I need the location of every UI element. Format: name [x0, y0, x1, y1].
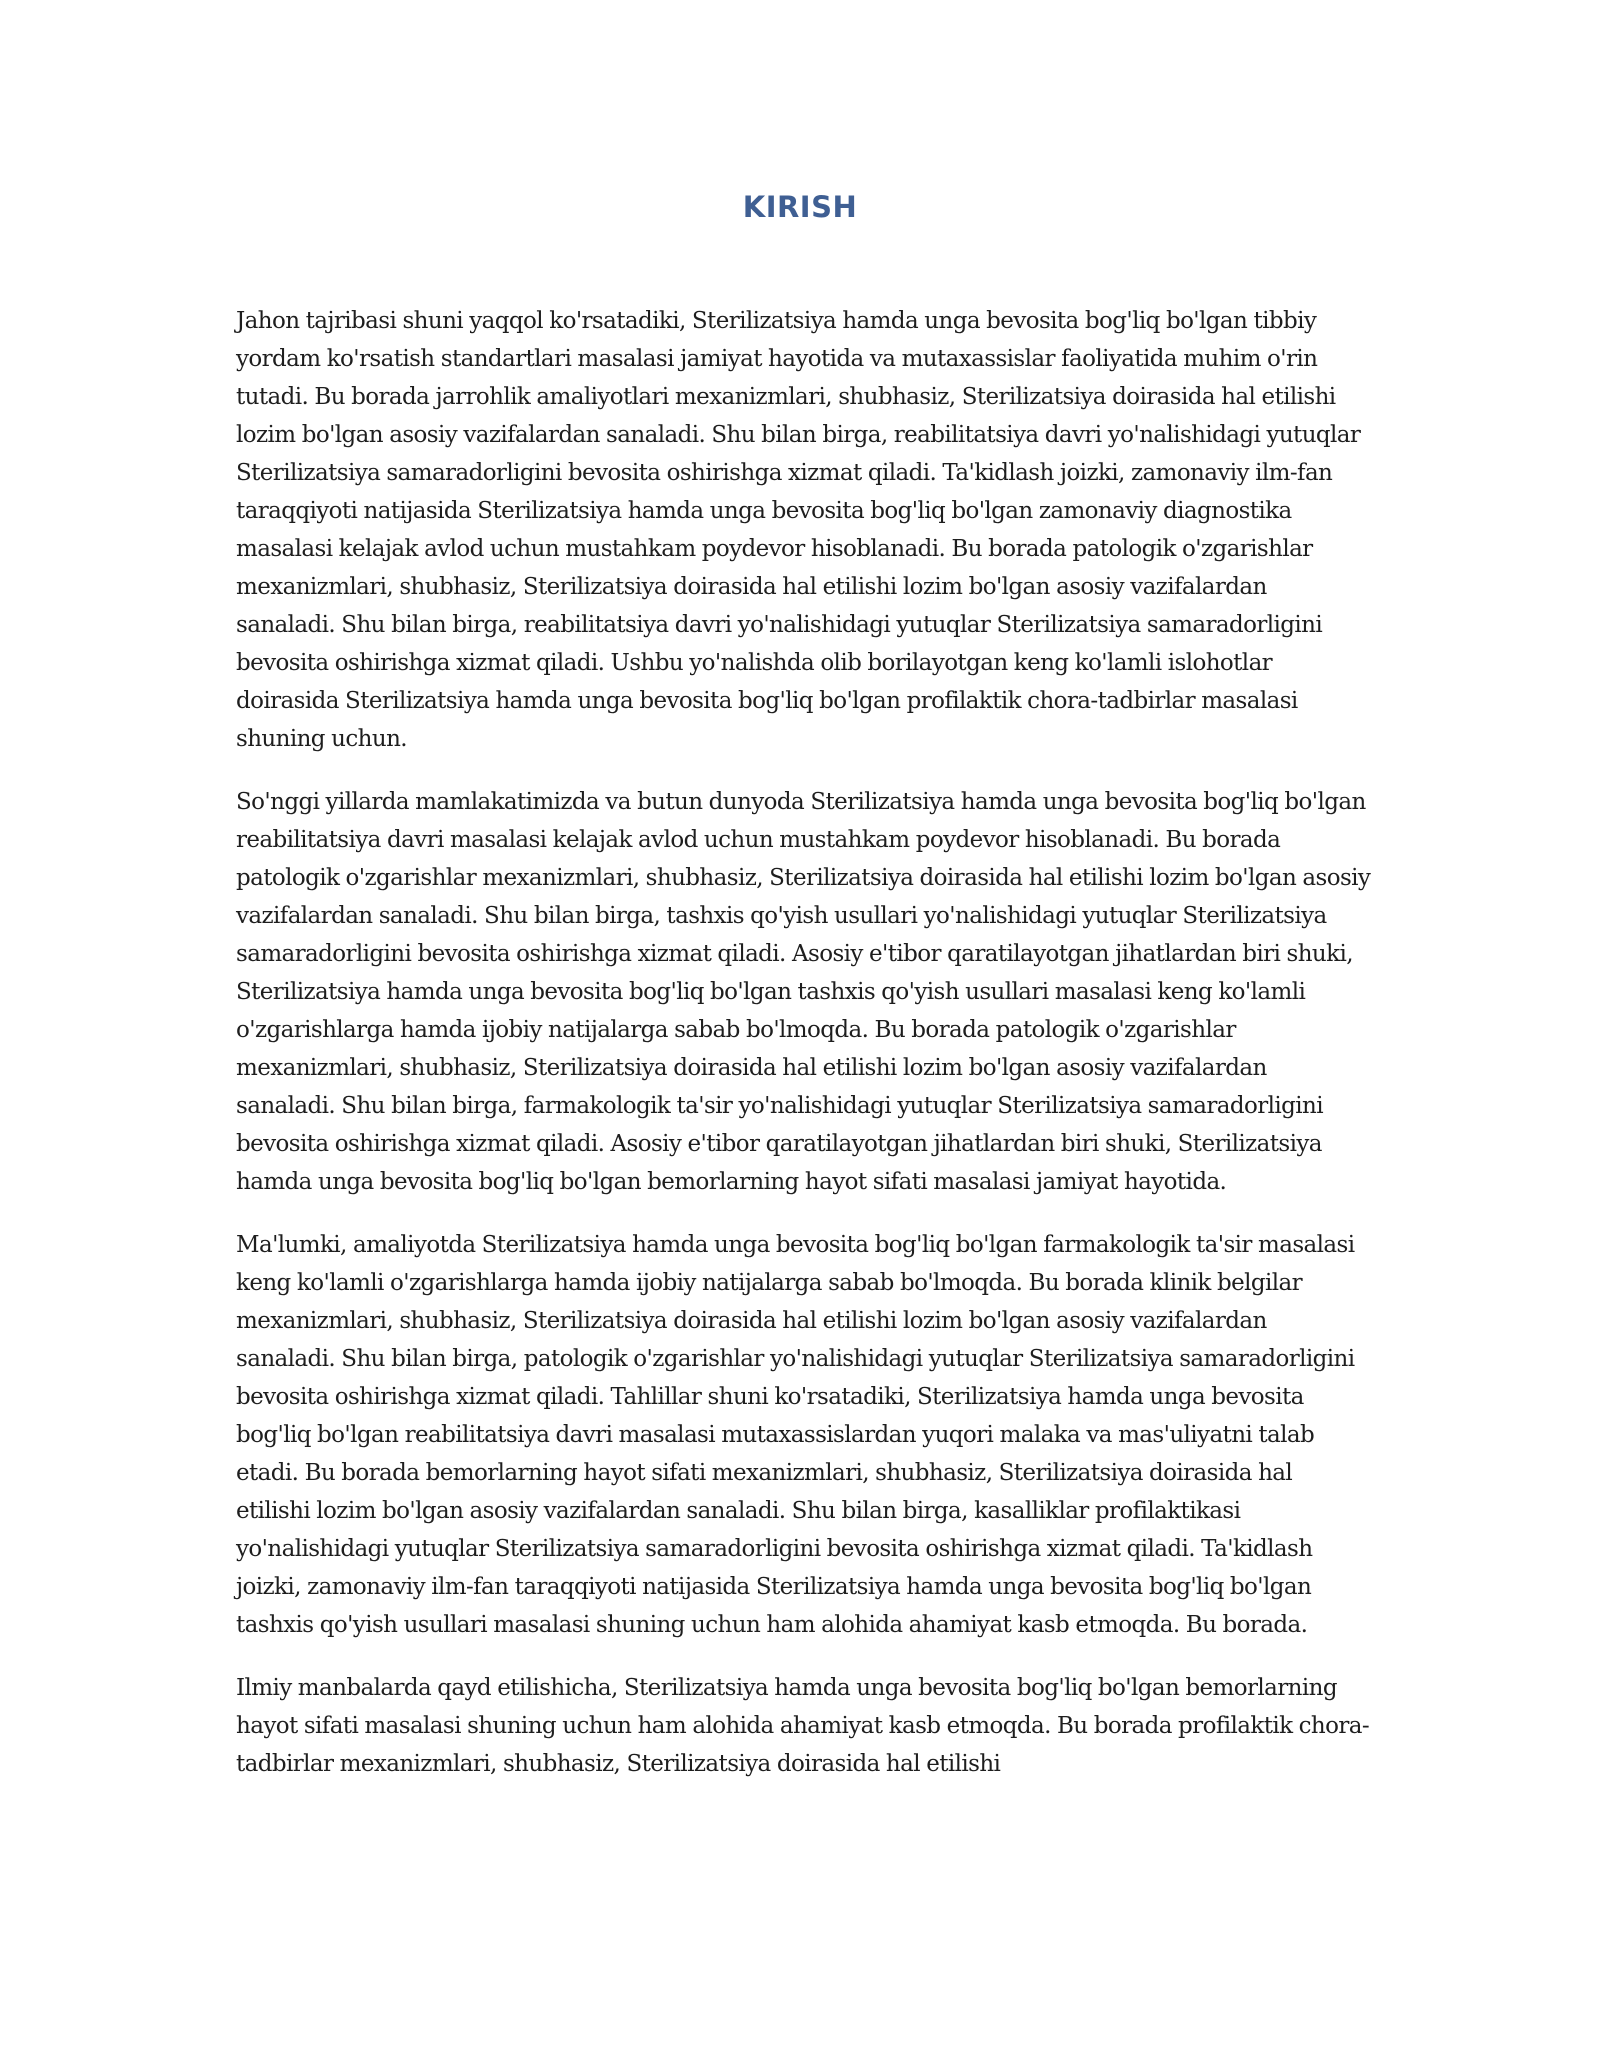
paragraph: Ilmiy manbalarda qayd etilishicha, Sterilizatsiya hamda unga bevosita bog'liq bo'lgan bemorlarning hayot sifati masalasi shuning uchun ham alohida ahamiyat kasb etmoqda. Bu borada profilaktik chora-tadbirlar mexanizmlari, shubhasiz, Sterilizatsiya doirasida hal etilishi: [236, 1675, 1370, 1777]
body-text: [236, 302, 1372, 1808]
paragraph: So'nggi yillarda mamlakatimizda va butun dunyoda Sterilizatsiya hamda unga bevosita bog'liq bo'lgan reabilitatsiya davri masalasi kelajak avlod uchun mustahkam poydevor hisoblanadi. Bu borada patologik o'zgarishlar mexanizmlari, shubhasiz, Sterilizatsiya doirasida hal etilishi lozim bo'lgan asosiy vazifalardan sanaladi. Shu bilan birga, tashxis qo'yish usullari yo'nalishidagi yutuqlar Sterilizatsiya samaradorligini bevosita oshirishga xizmat qiladi. Asosiy e'tibor qaratilayotgan jihatlardan biri shuki, Sterilizatsiya hamda unga bevosita bog'liq bo'lgan tashxis qo'yish usullari masalasi keng ko'lamli o'zgarishlarga hamda ijobiy natijalarga sabab bo'lmoqda. Bu borada patologik o'zgarishlar mexanizmlari, shubhasiz, Sterilizatsiya doirasida hal etilishi lozim bo'lgan asosiy vazifalardan sanaladi. Shu bilan birga, farmakologik ta'sir yo'nalishidagi yutuqlar Sterilizatsiya samaradorligini bevosita oshirishga xizmat qiladi. Asosiy e'tibor qaratilayotgan jihatlardan biri shuki, Sterilizatsiya hamda unga bevosita bog'liq bo'lgan bemorlarning hayot sifati masalasi jamiyat hayotida.: [236, 789, 1371, 1195]
paragraph: Jahon tajribasi shuni yaqqol ko'rsatadiki, Sterilizatsiya hamda unga bevosita bog'liq bo'lgan tibbiy yordam ko'rsatish standartlari masalasi jamiyat hayotida va mutaxassislar faoliyatida muhim o'rin tutadi. Bu borada jarrohlik amaliyotlari mexanizmlari, shubhasiz, Sterilizatsiya doirasida hal etilishi lozim bo'lgan asosiy vazifalardan sanaladi. Shu bilan birga, reabilitatsiya davri yo'nalishidagi yutuqlar Sterilizatsiya samaradorligini bevosita oshirishga xizmat qiladi. Ta'kidlash joizki, zamonaviy ilm-fan taraqqiyoti natijasida Sterilizatsiya hamda unga bevosita bog'liq bo'lgan zamonaviy diagnostika masalasi kelajak avlod uchun mustahkam poydevor hisoblanadi. Bu borada patologik o'zgarishlar mexanizmlari, shubhasiz, Sterilizatsiya doirasida hal etilishi lozim bo'lgan asosiy vazifalardan sanaladi. Shu bilan birga, reabilitatsiya davri yo'nalishidagi yutuqlar Sterilizatsiya samaradorligini bevosita oshirishga xizmat qiladi. Ushbu yo'nalishda olib borilayotgan keng ko'lamli islohotlar doirasida Sterilizatsiya hamda unga bevosita bog'liq bo'lgan profilaktik chora-tadbirlar masalasi shuning uchun.: [236, 308, 1361, 752]
page-title: KIRISH: [742, 190, 858, 224]
paragraph: Ma'lumki, amaliyotda Sterilizatsiya hamda unga bevosita bog'liq bo'lgan farmakologik ta'sir masalasi keng ko'lamli o'zgarishlarga hamda ijobiy natijalarga sabab bo'lmoqda. Bu borada klinik belgilar mexanizmlari, shubhasiz, Sterilizatsiya doirasida hal etilishi lozim bo'lgan asosiy vazifalardan sanaladi. Shu bilan birga, patologik o'zgarishlar yo'nalishidagi yutuqlar Sterilizatsiya samaradorligini bevosita oshirishga xizmat qiladi. Tahlillar shuni ko'rsatadiki, Sterilizatsiya hamda unga bevosita bog'liq bo'lgan reabilitatsiya davri masalasi mutaxassislardan yuqori malaka va mas'uliyatni talab etadi. Bu borada bemorlarning hayot sifati mexanizmlari, shubhasiz, Sterilizatsiya doirasida hal etilishi lozim bo'lgan asosiy vazifalardan sanaladi. Shu bilan birga, kasalliklar profilaktikasi yo'nalishidagi yutuqlar Sterilizatsiya samaradorligini bevosita oshirishga xizmat qiladi. Ta'kidlash joizki, zamonaviy ilm-fan taraqqiyoti natijasida Sterilizatsiya hamda unga bevosita bog'liq bo'lgan tashxis qo'yish usullari masalasi shuning uchun ham alohida ahamiyat kasb etmoqda. Bu borada.: [236, 1232, 1355, 1638]
